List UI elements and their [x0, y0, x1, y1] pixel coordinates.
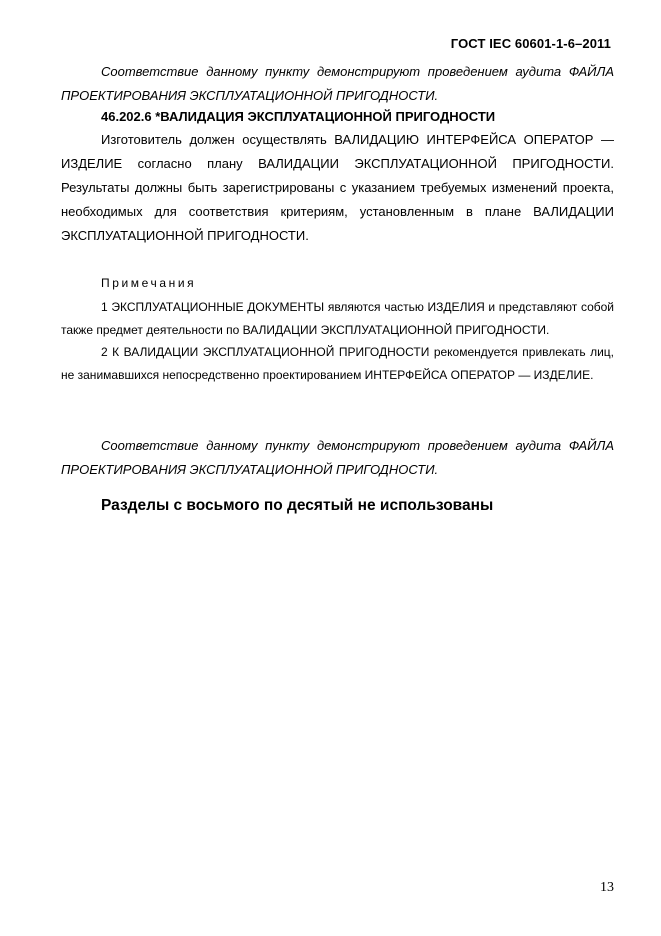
document-header-standard-id: ГОСТ IEC 60601-1-6–2011	[450, 36, 611, 51]
note-item-1	[61, 296, 614, 342]
compliance-paragraph-1	[61, 60, 614, 108]
section-note: Разделы с восьмого по десятый не использованы	[101, 497, 494, 514]
compliance-paragraph-2	[61, 434, 614, 482]
compliance-paragraph-2-text: Соответствие данному пункту демонстрируют проведением аудита ФАЙЛА ПРОЕКТИРОВАНИЯ ЭКСПЛУАТАЦИОННОЙ ПРИГОДНОСТИ.	[61, 438, 614, 477]
requirement-paragraph	[61, 128, 614, 248]
notes-title: Примечания	[101, 276, 197, 290]
clause-heading: 46.202.6 *ВАЛИДАЦИЯ ЭКСПЛУАТАЦИОННОЙ ПРИГОДНОСТИ	[101, 109, 496, 124]
page-number: 13	[600, 880, 614, 895]
note-item-2-text: 2 К ВАЛИДАЦИИ ЭКСПЛУАТАЦИОННОЙ ПРИГОДНОСТИ рекомендуется привлекать лиц, не занимавшихся непосредственно проектированием ИНТЕРФЕЙСА ОПЕРАТОР — ИЗДЕЛИЕ.	[61, 345, 614, 382]
compliance-paragraph-1-text: Соответствие данному пункту демонстрируют проведением аудита ФАЙЛА ПРОЕКТИРОВАНИЯ ЭКСПЛУАТАЦИОННОЙ ПРИГОДНОСТИ.	[61, 64, 614, 103]
note-item-2	[61, 341, 614, 387]
note-item-1-text: 1 ЭКСПЛУАТАЦИОННЫЕ ДОКУМЕНТЫ являются частью ИЗДЕЛИЯ и представляют собой также предмет деятельности по ВАЛИДАЦИИ ЭКСПЛУАТАЦИОННОЙ ПРИГОДНОСТИ.	[61, 300, 614, 337]
requirement-paragraph-text: Изготовитель должен осуществлять ВАЛИДАЦИЮ ИНТЕРФЕЙСА ОПЕРАТОР — ИЗДЕЛИЕ согласно плану ВАЛИДАЦИИ ЭКСПЛУАТАЦИОННОЙ ПРИГОДНОСТИ. Результаты должны быть зарегистрированы с указанием требуемых изменений проекта, необходимых для соответствия критериям, установленным в плане ВАЛИДАЦИИ ЭКСПЛУАТАЦИОННОЙ ПРИГОДНОСТИ.	[61, 132, 614, 243]
